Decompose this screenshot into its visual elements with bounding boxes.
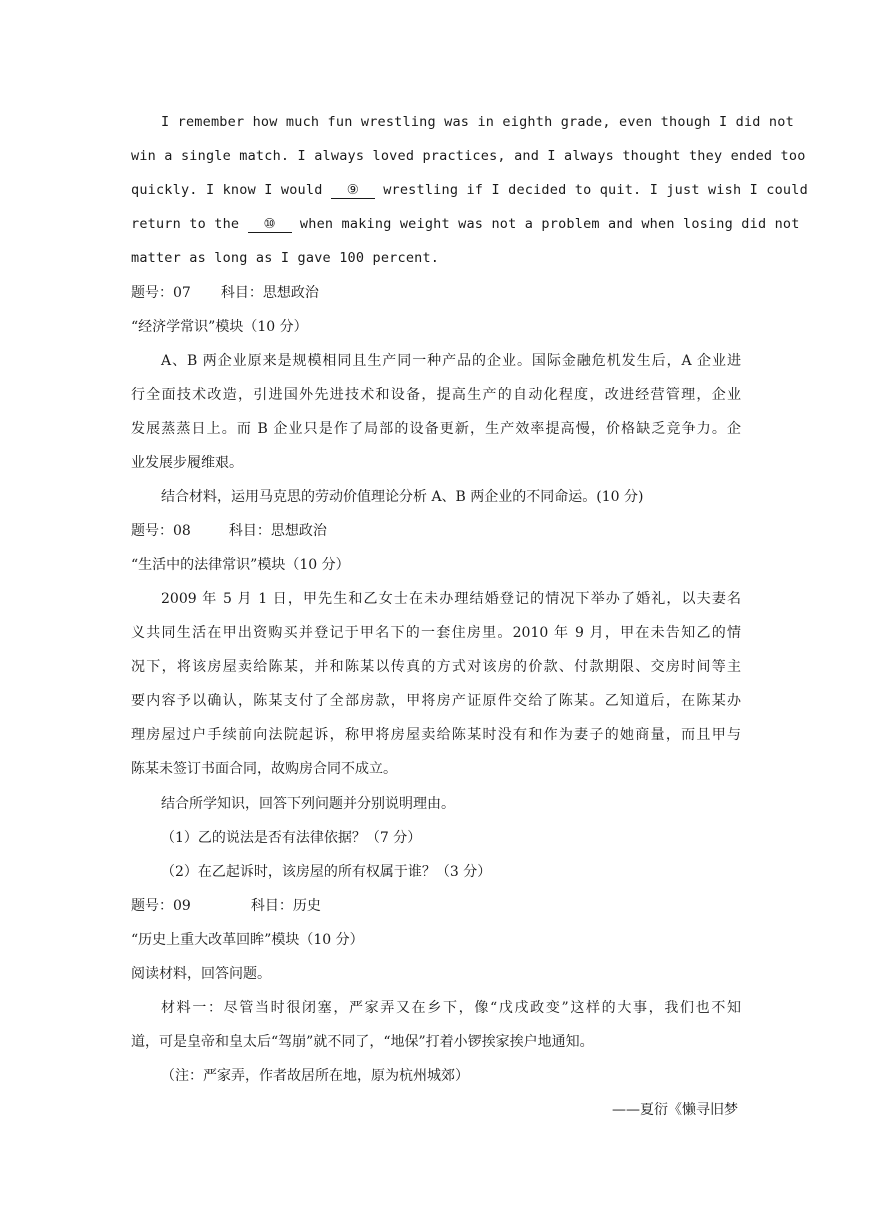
q08-module: “生活中的法律常识”模块（10 分） [131,557,350,573]
blank-10: ⑩ [248,216,292,233]
q07-para-line-2: 行全面技术改造，引进国外先进技术和设备，提高生产的自动化程度，改进经营管理，企业 [131,387,741,403]
q08-para-line-1: 2009 年 5 月 1 日，甲先生和乙女士在未办理结婚登记的情况下举办了婚礼，以夫妻名 [161,591,741,607]
passage-line-3-start: quickly. I know I would [131,182,331,198]
passage-line-3-end: wrestling if I decided to quit. I just wish I could [374,182,808,198]
passage-line-4-end: when making weight was not a problem and when losing did not [291,216,800,232]
passage-line-3 [131,180,808,200]
q08-para-line-5: 理房屋过户手续前向法院起诉，称甲将房屋卖给陈某时没有和作为妻子的她商量，而且甲与 [131,727,741,743]
q09-intro: 阅读材料，回答问题。 [131,966,271,982]
blank-9: ⑨ [331,182,375,199]
q09-note: （注：严家弄，作者故居所在地，原为杭州城郊） [161,1068,469,1084]
passage-line-4 [131,214,800,234]
q07-para-line-1: A、B 两企业原来是规模相同且生产同一种产品的企业。国际金融危机发生后，A 企业进 [161,353,741,369]
passage-line-2: win a single match. I always loved practices, and I always thought they ended too [131,148,806,164]
q08-subquestion-2: （2）在乙起诉时，该房屋的所有权属于谁？（3 分） [161,864,492,880]
q09-module: “历史上重大改革回眸”模块（10 分） [131,932,364,948]
q07-task: 结合材料，运用马克思的劳动价值理论分析 A、B 两企业的不同命运。(10 分) [161,489,644,505]
q08-para-line-2: 义共同生活在甲出资购买并登记于甲名下的一套住房里。2010 年 9 月，甲在未告知乙的情 [131,625,741,641]
q09-material-1-line-1: 材料一：尽管当时很闭塞，严家弄又在乡下，像“戊戌政变”这样的大事，我们也不知 [161,1000,741,1016]
q08-task: 结合所学知识，回答下列问题并分别说明理由。 [161,796,455,812]
q07-para-line-3: 发展蒸蒸日上。而 B 企业只是作了局部的设备更新，生产效率提高慢，价格缺乏竞争力。企 [131,421,741,437]
q07-number: 题号：07 [131,285,191,301]
q07-header [131,283,741,303]
passage-line-5: matter as long as I gave 100 percent. [131,250,440,266]
q07-para-line-4: 业发展步履维艰。 [131,455,243,471]
q09-header [131,896,741,916]
q08-subquestion-1: （1）乙的说法是否有法律依据？（7 分） [161,830,422,846]
q08-number: 题号：08 [131,523,191,539]
q07-subject: 科目：思想政治 [220,285,319,301]
q08-para-line-4: 要内容予以确认，陈某支付了全部房款，甲将房产证原件交给了陈某。乙知道后，在陈某办 [131,693,741,709]
q08-header [131,521,741,541]
passage-line-4-start: return to the [131,216,248,232]
passage-line-1: I remember how much fun wrestling was in eighth grade, even though I did not [161,114,794,130]
q09-subject: 科目：历史 [250,898,321,914]
q08-subject: 科目：思想政治 [228,523,327,539]
q08-para-line-6: 陈某未签订书面合同，故购房合同不成立。 [131,761,397,777]
q09-number: 题号：09 [131,898,191,914]
q08-para-line-3: 况下，将该房屋卖给陈某，并和陈某以传真的方式对该房的价款、付款期限、交房时间等主 [131,659,741,675]
q09-source: ——夏衍《懒寻旧梦 [612,1102,738,1118]
q07-module: “经济学常识”模块（10 分） [131,319,308,335]
q09-material-1-line-2: 道，可是皇帝和皇太后“驾崩”就不同了，“地保”打着小锣挨家挨户地通知。 [131,1034,594,1050]
